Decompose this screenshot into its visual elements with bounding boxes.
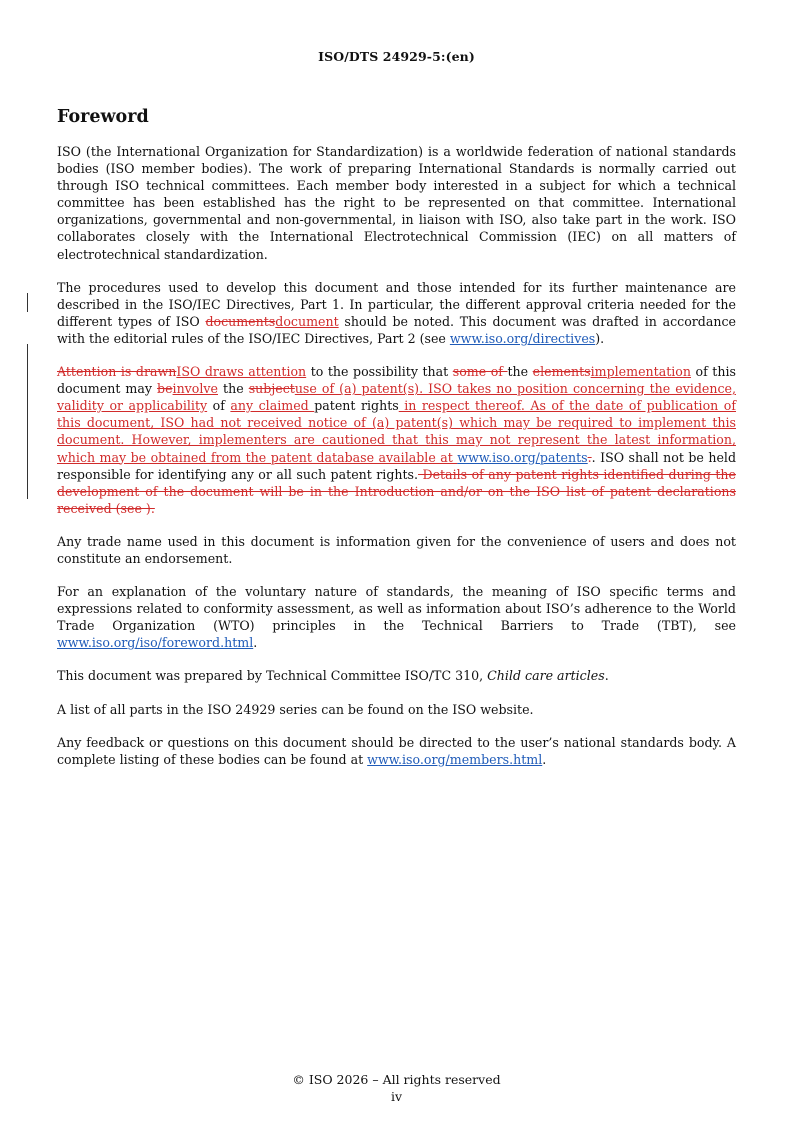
foreword-section [57, 106, 736, 784]
text: ). [595, 330, 605, 346]
copyright-notice: © ISO 2026 – All rights reserved [292, 1072, 501, 1087]
members-link[interactable]: www.iso.org/members.html [367, 751, 543, 767]
text: . [604, 668, 609, 684]
paragraph-series-parts: A list of all parts in the ISO 24929 series can be found on the ISO website. [57, 701, 534, 717]
text: to the possibility that [306, 364, 453, 380]
text: Any feedback or questions on this document should be directed to the user’s national standards body. A complete listing of these bodies can be found at [57, 734, 736, 767]
tracked-deletion: some of [452, 364, 508, 380]
tracked-deletion: be [157, 381, 173, 397]
paragraph-committee [57, 667, 736, 684]
tracked-insertion [457, 450, 587, 465]
patents-link[interactable]: www.iso.org/patents [457, 449, 588, 465]
paragraph-iso-intro: ISO (the International Organization for Standardization) is a worldwide federation of national standards bodies (ISO member bodies). The work of preparing International Standards is normally carried out through ISO technical committees. Each member body interested in a subject for which a technical committee has been established has the right to be represented on that committee. International organizations, governmental and non-governmental, in liaison with ISO, also take part in the work. ISO collaborates closely with the International Electrotechnical Commission (IEC) on all matters of electrotechnical standardization. [57, 144, 736, 262]
text: of [207, 398, 231, 414]
paragraph-trade-name: Any trade name used in this document is information given for the convenience of users and does not constitute an endorsement. [57, 533, 736, 566]
tracked-insertion: use of (a) patent(s). ISO takes no position concerning the evidence, validity or applicability [57, 381, 736, 414]
tracked-insertion: involve [172, 381, 218, 397]
change-bar [27, 293, 28, 312]
foreword-link[interactable]: www.iso.org/iso/foreword.html [57, 635, 254, 651]
text: patent rights [314, 398, 399, 414]
committee-name: Child care articles [487, 668, 605, 684]
text: . ISO shall not be held responsible for identifying any or all such patent rights. [57, 449, 737, 482]
section-title: Foreword [57, 107, 149, 127]
change-bar [27, 344, 28, 499]
text: For an explanation of the voluntary nature of standards, the meaning of ISO specific terms and expressions related to conformity assessment, as well as information about ISO’s adherence to the World Trade Organization (WTO) principles in the Technical Barriers to Trade (TBT), see [57, 584, 736, 634]
text: the [217, 381, 249, 397]
text: the [507, 364, 533, 380]
text: of this document may [57, 364, 736, 397]
paragraph-voluntary-nature [57, 583, 736, 651]
paragraph-patents [57, 363, 736, 517]
text: should be noted. This document was drafted in accordance with the editorial rules of the ISO/IEC Directives, Part 2 (see [57, 313, 736, 346]
document-id-header: ISO/DTS 24929-5:(en) [318, 49, 475, 64]
tracked-insertion: ISO draws attention [176, 364, 307, 380]
text: The procedures used to develop this document and those intended for its further maintenance are described in the ISO/IEC Directives, Part 1. In particular, the different approval criteria needed for the different types of ISO [57, 279, 736, 329]
tracked-deletion: Details of any patent rights identified during the development of the document will be in the Introduction and/or on the ISO list of patent declarations received (see ). [57, 466, 736, 516]
tracked-insertion: in respect thereof. As of the date of publication of this document, ISO had not received notice of (a) patent(s) which may be required to implement this document. However, implementers are cautioned that this may not represent the latest information, which may be obtained from the patent database available at [57, 398, 737, 465]
tracked-deletion: documents [205, 313, 276, 329]
tracked-deletion: Attention is drawn [57, 364, 177, 380]
tracked-deletion: subject [248, 381, 295, 397]
tracked-insertion: document [275, 313, 339, 329]
tracked-insertion: any claimed [230, 398, 315, 414]
page-footer [0, 1071, 793, 1105]
tracked-insertion: implementation [590, 364, 691, 380]
page-number: iv [390, 1089, 403, 1104]
text: This document was prepared by Technical Committee ISO/TC 310, [57, 668, 488, 684]
tracked-deletion: . [587, 449, 592, 465]
tracked-deletion: elements [532, 364, 591, 380]
text: . [253, 635, 258, 651]
paragraph-feedback [57, 734, 736, 768]
text: . [542, 751, 547, 767]
paragraph-procedures [57, 279, 736, 347]
directives-link[interactable]: www.iso.org/directives [449, 330, 596, 346]
